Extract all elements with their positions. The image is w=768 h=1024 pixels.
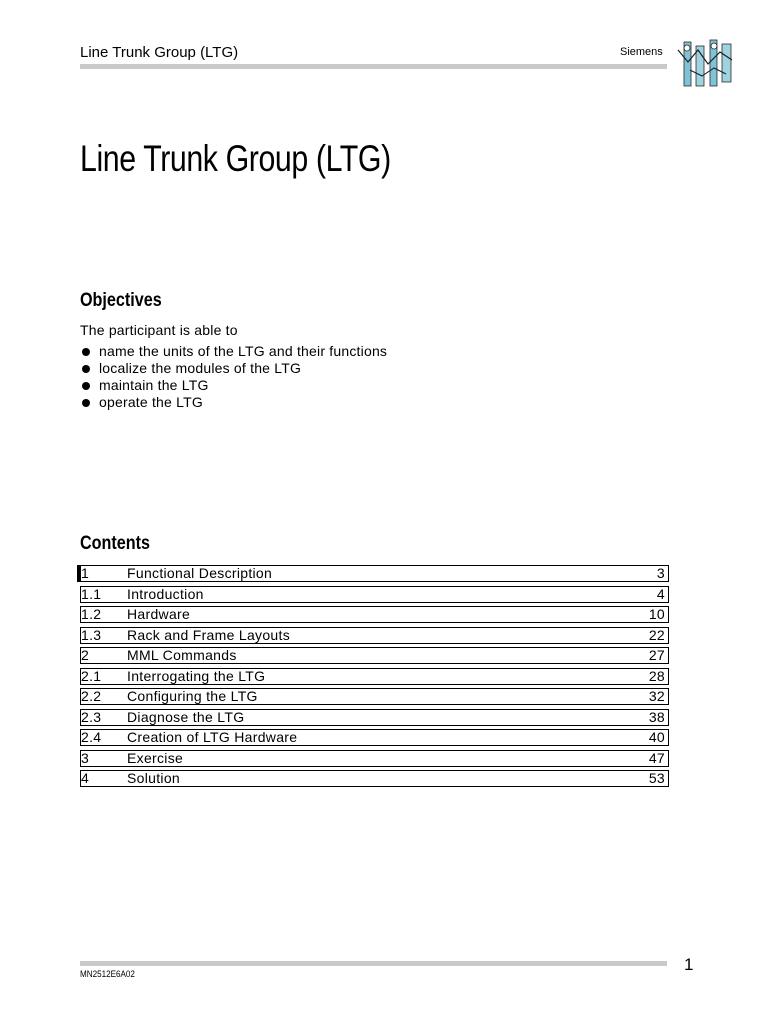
toc-number: 2.1	[81, 667, 102, 684]
toc-title: Functional Description	[127, 565, 273, 581]
toc-row[interactable]	[80, 709, 669, 726]
toc-page: 22	[648, 626, 665, 643]
footer-doc-code: MN2512E6A02	[80, 969, 135, 979]
toc-title: Introduction	[127, 585, 204, 602]
toc-row[interactable]	[80, 668, 669, 685]
toc-row[interactable]	[80, 750, 669, 767]
objective-text: localize the modules of the LTG	[99, 360, 302, 376]
bullet-icon	[82, 382, 90, 390]
toc-number: 2.2	[81, 688, 102, 704]
toc-page: 53	[648, 770, 665, 786]
toc-number: 1	[81, 565, 90, 581]
toc-page: 27	[648, 647, 665, 663]
objective-text: operate the LTG	[99, 394, 203, 410]
page-number: 1	[684, 955, 694, 974]
siemens-logo-icon	[676, 36, 736, 92]
footer-rule	[80, 961, 667, 966]
contents-table	[80, 565, 669, 791]
toc-page: 38	[648, 708, 665, 725]
header-company: Siemens	[620, 46, 663, 58]
toc-row[interactable]	[80, 729, 669, 746]
toc-page: 40	[648, 729, 665, 745]
objective-item	[80, 377, 387, 394]
toc-title: Configuring the LTG	[127, 688, 258, 704]
toc-title: Exercise	[127, 749, 184, 766]
toc-row[interactable]	[80, 606, 669, 623]
objective-text: maintain the LTG	[99, 377, 209, 393]
header-title: Line Trunk Group (LTG)	[80, 44, 239, 61]
toc-page: 28	[648, 667, 665, 684]
toc-row[interactable]	[80, 586, 669, 603]
toc-number: 2	[81, 647, 90, 663]
document-title: Line Trunk Group (LTG)	[80, 138, 391, 179]
toc-number: 2.4	[81, 729, 102, 745]
objective-item	[80, 360, 387, 377]
bullet-icon	[82, 399, 90, 407]
contents-heading: Contents	[80, 533, 150, 554]
header-rule	[80, 64, 667, 69]
toc-title: Rack and Frame Layouts	[127, 626, 291, 643]
toc-page: 10	[648, 606, 665, 622]
toc-page: 4	[656, 585, 665, 602]
objectives-intro: The participant is able to	[80, 322, 238, 338]
toc-row[interactable]	[80, 647, 669, 664]
toc-row[interactable]	[80, 688, 669, 705]
toc-row[interactable]	[80, 627, 669, 644]
objective-item	[80, 394, 387, 411]
toc-title: Hardware	[127, 606, 191, 622]
toc-title: Creation of LTG Hardware	[127, 729, 298, 745]
toc-title: Interrogating the LTG	[127, 667, 266, 684]
toc-page: 3	[656, 565, 665, 581]
toc-number: 1.3	[81, 626, 102, 643]
objectives-heading: Objectives	[80, 290, 162, 311]
bullet-icon	[82, 365, 90, 373]
toc-row[interactable]	[80, 565, 669, 582]
toc-page: 32	[648, 688, 665, 704]
toc-title: Diagnose the LTG	[127, 708, 245, 725]
bullet-icon	[82, 348, 90, 356]
toc-title: MML Commands	[127, 647, 237, 663]
toc-number: 1.1	[81, 585, 102, 602]
objective-item	[80, 343, 387, 360]
toc-number: 3	[81, 749, 90, 766]
objectives-list	[80, 343, 387, 411]
toc-row[interactable]	[80, 770, 669, 787]
toc-title: Solution	[127, 770, 180, 786]
toc-number: 4	[81, 770, 90, 786]
toc-number: 1.2	[81, 606, 102, 622]
toc-page: 47	[648, 749, 665, 766]
objective-text: name the units of the LTG and their functions	[99, 343, 388, 359]
toc-number: 2.3	[81, 708, 102, 725]
